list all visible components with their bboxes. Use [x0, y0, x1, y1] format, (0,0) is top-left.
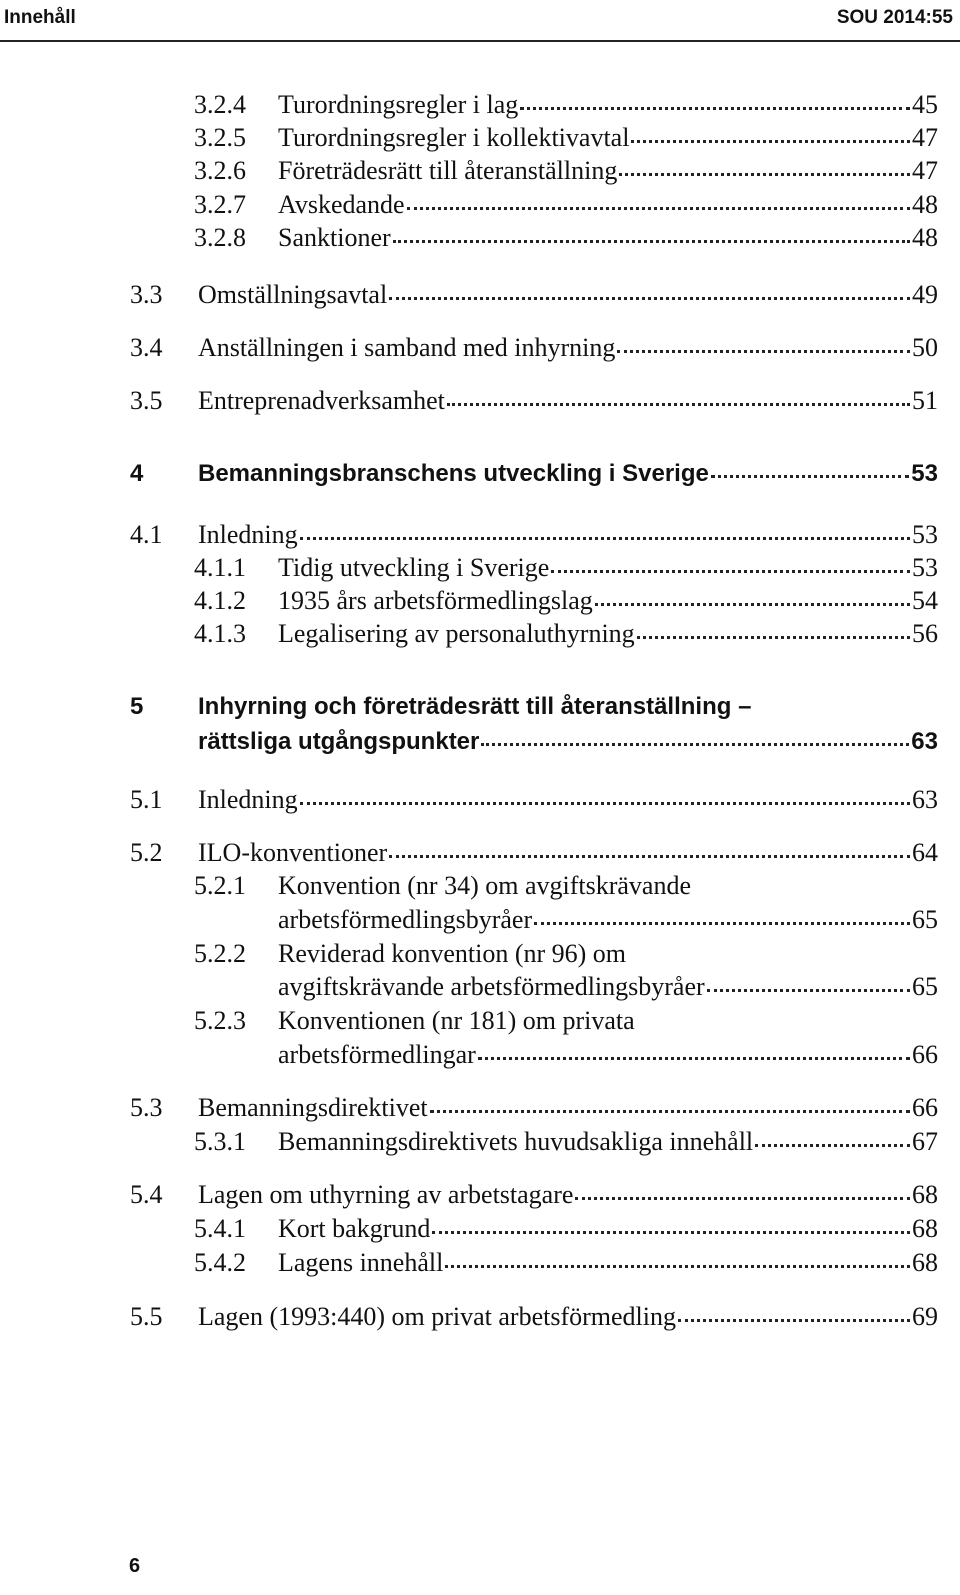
toc-entry-page: 66 [912, 1040, 938, 1069]
toc-entry-number: 5 [130, 693, 144, 720]
toc-entry-title: Lagen (1993:440) om privat arbetsförmedling [198, 1302, 676, 1331]
toc-entry-number: 4.1.2 [194, 586, 246, 615]
toc-entry-page: 47 [912, 156, 938, 185]
page-number: 6 [129, 1555, 141, 1577]
toc-entry-page: 68 [912, 1214, 938, 1243]
dot-leader [575, 1197, 910, 1200]
toc-entry[interactable] [194, 1248, 938, 1282]
toc-entry-page: 66 [912, 1093, 938, 1122]
toc-entry-title: ILO-konventioner [198, 838, 388, 867]
dot-leader [520, 107, 910, 110]
toc-entry[interactable] [130, 1093, 938, 1127]
toc-entry-title: Omställningsavtal [198, 280, 388, 309]
dot-leader [389, 855, 910, 858]
toc-entry-title: Turordningsregler i kollektivavtal [278, 123, 630, 152]
toc-entry-page: 67 [912, 1127, 938, 1156]
toc-entry-number: 3.2.6 [194, 156, 246, 185]
toc-chapter-entry[interactable] [130, 460, 938, 494]
toc-entry-title: Inledning [198, 520, 298, 549]
toc-entry[interactable] [194, 1127, 938, 1161]
toc-entry-title: Bemanningsbranschens utveckling i Sverige [198, 460, 709, 487]
toc-entry-number: 5.2 [130, 838, 163, 867]
toc-entry-title: Sanktioner [278, 223, 391, 252]
toc-entry-number: 5.5 [130, 1302, 163, 1331]
toc-entry-title: Konvention (nr 34) om avgiftskrävande [278, 871, 692, 900]
toc-entry-title: arbetsförmedlingsbyråer [278, 905, 533, 934]
toc-entry-number: 5.4 [130, 1180, 163, 1209]
dot-leader [631, 140, 910, 143]
dot-leader [755, 1144, 910, 1147]
running-header [0, 0, 960, 42]
toc-entry[interactable] [194, 939, 938, 973]
toc-entry-title: arbetsförmedlingar [278, 1040, 476, 1069]
toc-entry-number: 4.1.3 [194, 619, 246, 648]
toc-entry-number: 4.1 [130, 520, 163, 549]
toc-entry-page: 51 [912, 386, 938, 415]
toc-entry[interactable] [130, 1302, 938, 1336]
toc-chapter-entry[interactable] [130, 693, 938, 727]
toc-entry-title: Företrädesrätt till återanställning [278, 156, 618, 185]
dot-leader [637, 636, 910, 639]
toc-entry-title: avgiftskrävande arbetsförmedlingsbyråer [278, 972, 705, 1001]
dot-leader [389, 297, 910, 300]
toc-entry[interactable] [194, 586, 938, 620]
dot-leader [478, 1057, 910, 1060]
toc-entry-page: 63 [911, 728, 938, 755]
dot-leader [393, 240, 910, 243]
toc-entry-page: 65 [912, 972, 938, 1001]
toc-entry-number: 3.2.8 [194, 223, 246, 252]
toc-entry-number: 5.3 [130, 1093, 163, 1122]
toc-entry-title: Inledning [198, 785, 298, 814]
toc-entry[interactable] [194, 871, 938, 905]
toc-entry-title: Kort bakgrund [278, 1214, 431, 1243]
toc-entry[interactable] [194, 190, 938, 224]
dot-leader [432, 1231, 910, 1234]
dot-leader [430, 1110, 910, 1113]
toc-entry-number: 5.4.1 [194, 1214, 246, 1243]
toc-entry-page: 47 [912, 123, 938, 152]
toc-entry-page: 53 [912, 553, 938, 582]
toc-entry[interactable] [194, 1006, 938, 1040]
toc-entry-page: 65 [912, 905, 938, 934]
toc-entry-title: Avskedande [278, 190, 405, 219]
toc-entry-page: 48 [912, 223, 938, 252]
toc-entry-page: 64 [912, 838, 938, 867]
toc-entry-title: Bemanningsdirektivets huvudsakliga innehåll [278, 1127, 754, 1156]
toc-entry[interactable] [130, 1180, 938, 1214]
toc-entry-number: 4 [130, 460, 144, 487]
header-document-id: SOU 2014:55 [836, 7, 953, 28]
toc-entry-page: 54 [912, 586, 938, 615]
toc-entry-number: 5.2.1 [194, 871, 246, 900]
toc-entry-page: 49 [912, 280, 938, 309]
dot-leader [707, 989, 910, 992]
dot-leader [407, 207, 910, 210]
toc-entry-page: 68 [912, 1180, 938, 1209]
toc-entry-title: rättsliga utgångspunkter [198, 728, 480, 755]
toc-entry-title: Konventionen (nr 181) om privata [278, 1006, 635, 1035]
toc-entry[interactable] [130, 386, 938, 420]
dot-leader [619, 173, 910, 176]
toc-entry-continuation[interactable] [278, 905, 938, 939]
header-section-title: Innehåll [4, 7, 76, 28]
toc-entry-number: 5.4.2 [194, 1248, 246, 1277]
toc-entry[interactable] [194, 123, 938, 157]
toc-entry-page: 63 [912, 785, 938, 814]
dot-leader [534, 922, 910, 925]
toc-entry-number: 3.5 [130, 386, 163, 415]
toc-entry[interactable] [130, 333, 938, 367]
toc-entry-title: Anställningen i samband med inhyrning [198, 333, 616, 362]
toc-entry-title: Reviderad konvention (nr 96) om [278, 939, 627, 968]
dot-leader [595, 603, 910, 606]
toc-entry[interactable] [194, 156, 938, 190]
dot-leader [300, 537, 910, 540]
toc-entry-continuation[interactable] [278, 972, 938, 1006]
dot-leader [551, 570, 910, 573]
toc-entry[interactable] [130, 520, 938, 554]
toc-entry-number: 5.2.2 [194, 939, 246, 968]
dot-leader [447, 403, 910, 406]
toc-entry[interactable] [194, 1214, 938, 1248]
toc-entry[interactable] [130, 838, 938, 872]
toc-entry-title: Turordningsregler i lag [278, 90, 519, 119]
toc-entry-number: 5.3.1 [194, 1127, 246, 1156]
dot-leader [481, 743, 909, 746]
toc-entry-page: 50 [912, 333, 938, 362]
toc-entry-page: 53 [912, 520, 938, 549]
toc-entry[interactable] [194, 90, 938, 124]
toc-entry-title: Legalisering av personaluthyrning [278, 619, 635, 648]
toc-entry[interactable] [130, 280, 938, 314]
toc-entry-continuation[interactable] [278, 1040, 938, 1074]
toc-entry-page: 48 [912, 190, 938, 219]
toc-entry-page: 56 [912, 619, 938, 648]
toc-entry-number: 3.2.5 [194, 123, 246, 152]
toc-entry-title: Bemanningsdirektivet [198, 1093, 428, 1122]
toc-entry-number: 3.3 [130, 280, 163, 309]
toc-entry[interactable] [130, 785, 938, 819]
toc-entry-page: 69 [912, 1302, 938, 1331]
toc-entry-page: 68 [912, 1248, 938, 1277]
dot-leader [445, 1265, 910, 1268]
toc-entry-number: 5.1 [130, 785, 163, 814]
toc-entry-title: Lagens innehåll [278, 1248, 444, 1277]
dot-leader [300, 802, 910, 805]
toc-entry-title: Tidig utveckling i Sverige [278, 553, 550, 582]
dot-leader [711, 475, 909, 478]
toc-entry-number: 4.1.1 [194, 553, 246, 582]
toc-entry-number: 3.2.4 [194, 90, 246, 119]
toc-entry-number: 3.2.7 [194, 190, 246, 219]
toc-chapter-entry-continuation[interactable] [198, 728, 938, 762]
toc-entry[interactable] [194, 619, 938, 653]
toc-entry-title: Entreprenadverksamhet [198, 386, 445, 415]
toc-entry-number: 5.2.3 [194, 1006, 246, 1035]
dot-leader [678, 1319, 910, 1322]
toc-entry-title: Lagen om uthyrning av arbetstagare [198, 1180, 574, 1209]
toc-entry[interactable] [194, 553, 938, 587]
toc-entry[interactable] [194, 223, 938, 257]
dot-leader [617, 350, 910, 353]
toc-entry-title: 1935 års arbetsförmedlingslag [278, 586, 593, 615]
toc-entry-number: 3.4 [130, 333, 163, 362]
toc-entry-page: 45 [912, 90, 938, 119]
toc-entry-page: 53 [911, 460, 938, 487]
toc-entry-title: Inhyrning och företrädesrätt till återanställning – [198, 693, 752, 720]
